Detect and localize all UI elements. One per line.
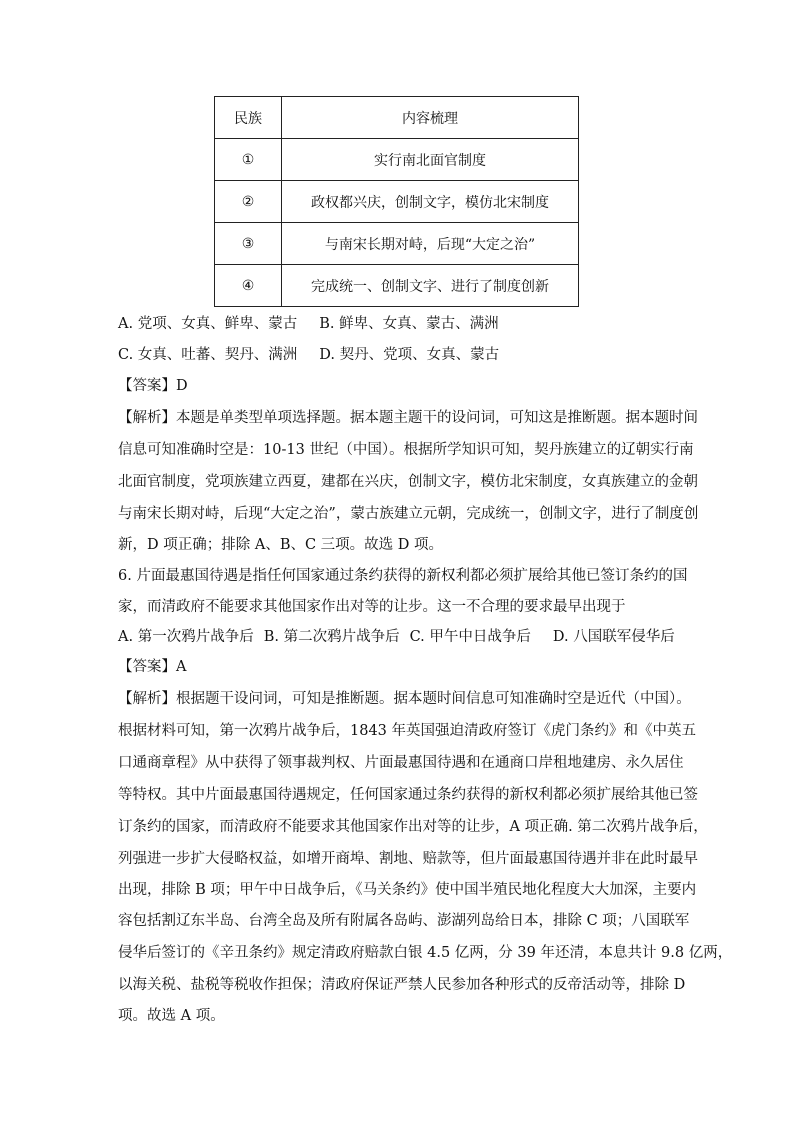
q6-analysis-line: 项。故选 A 项。 bbox=[118, 1008, 225, 1024]
table-header-cell: 民族 bbox=[215, 97, 282, 139]
q6-analysis-line: 等特权。其中片面最惠国待遇规定，任何国家通过条约获得的新权利都必须扩展给其他已签 bbox=[118, 787, 698, 803]
table-header-row bbox=[215, 97, 579, 139]
q6-stem-line: 6. 片面最惠国待遇是指任何国家通过条约获得的新权利都必须扩展给其他已签订条约的国 bbox=[118, 568, 688, 584]
q5-answer: 【答案】D bbox=[118, 378, 188, 394]
q6-stem-line: 家，而清政府不能要求其他国家作出对等的让步。这一不合理的要求最早出现于 bbox=[118, 599, 626, 615]
q5-option-a: A. 党项、女真、鲜卑、蒙古 bbox=[118, 316, 298, 332]
q6-analysis-line: 容包括割辽东半岛、台湾全岛及所有附属各岛屿、澎湖列岛给日本，排除 C 项；八国联军 bbox=[118, 913, 690, 929]
ethnic-content-table bbox=[214, 96, 579, 307]
table-cell: 政权都兴庆，创制文字，模仿北宋制度 bbox=[282, 181, 579, 223]
q5-analysis-line: 与南宋长期对峙，后现“大定之治”，蒙古族建立元朝，完成统一，创制文字，进行了制度创 bbox=[118, 506, 699, 522]
q5-analysis-line: 信息可知准确时空是：10-13 世纪（中国）。根据所学知识可知，契丹族建立的辽朝实行南 bbox=[118, 442, 694, 458]
table-cell: ① bbox=[215, 139, 282, 181]
q5-option-b: B. 鲜卑、女真、蒙古、满洲 bbox=[319, 316, 499, 332]
q5-option-c: C. 女真、吐蕃、契丹、满洲 bbox=[118, 347, 298, 363]
q6-option-d: D. 八国联军侵华后 bbox=[552, 629, 675, 645]
table-header-cell: 内容梳理 bbox=[282, 97, 579, 139]
q5-options-line-2 bbox=[118, 345, 499, 365]
table-row bbox=[215, 181, 579, 223]
q6-option-b: B. 第二次鸦片战争后 bbox=[263, 629, 400, 645]
table-row bbox=[215, 139, 579, 181]
table-cell: ② bbox=[215, 181, 282, 223]
q5-analysis-line: 【解析】本题是单类型单项选择题。据本题主题干的设问词，可知这是推断题。据本题时间 bbox=[118, 410, 698, 426]
q6-option-a: A. 第一次鸦片战争后 bbox=[118, 629, 254, 645]
table-cell: 实行南北面官制度 bbox=[282, 139, 579, 181]
q6-analysis-line: 口通商章程》从中获得了领事裁判权、片面最惠国待遇和在通商口岸租地建房、永久居住 bbox=[118, 755, 684, 771]
q6-options-line bbox=[118, 627, 675, 647]
q6-analysis-line: 订条约的国家，而清政府不能要求其他国家作出对等的让步，A 项正确. 第二次鸦片战争后， bbox=[118, 819, 708, 835]
table-row bbox=[215, 223, 579, 265]
q5-options-line-1 bbox=[118, 314, 499, 334]
table-cell: 与南宋长期对峙，后现“大定之治” bbox=[282, 223, 579, 265]
q5-analysis-line: 新，D 项正确；排除 A、B、C 三项。故选 D 项。 bbox=[118, 537, 444, 553]
q6-answer: 【答案】A bbox=[118, 659, 187, 675]
table-cell: 完成统一、创制文字、进行了制度创新 bbox=[282, 265, 579, 307]
q6-option-c: C. 甲午中日战争后 bbox=[409, 629, 531, 645]
q6-analysis-line: 以海关税、盐税等税收作担保；清政府保证严禁人民参加各种形式的反帝活动等，排除 D bbox=[118, 977, 686, 993]
q5-analysis-line: 北面官制度，党项族建立西夏，建都在兴庆，创制文字，模仿北宋制度，女真族建立的金朝 bbox=[118, 474, 698, 490]
q5-option-d: D. 契丹、党项、女真、蒙古 bbox=[319, 347, 500, 363]
table-row bbox=[215, 265, 579, 307]
table-cell: ③ bbox=[215, 223, 282, 265]
q6-analysis-line: 【解析】根据题干设问词，可知是推断题。据本题时间信息可知准确时空是近代（中国）。 bbox=[118, 691, 691, 707]
q6-analysis-line: 根据材料可知，第一次鸦片战争后，1843 年英国强迫清政府签订《虎门条约》和《中英五 bbox=[118, 723, 697, 739]
q6-analysis-line: 侵华后签订的《辛丑条约》规定清政府赔款白银 4.5 亿两，分 39 年还清，本息共计 9.8 亿两， bbox=[118, 945, 733, 961]
table-cell: ④ bbox=[215, 265, 282, 307]
q6-analysis-line: 列强进一步扩大侵略权益，如增开商埠、割地、赔款等，但片面最惠国待遇并非在此时最早 bbox=[118, 851, 698, 867]
q6-analysis-line: 出现，排除 B 项；甲午中日战争后，《马关条约》使中国半殖民地化程度大大加深，主要内 bbox=[118, 882, 697, 898]
